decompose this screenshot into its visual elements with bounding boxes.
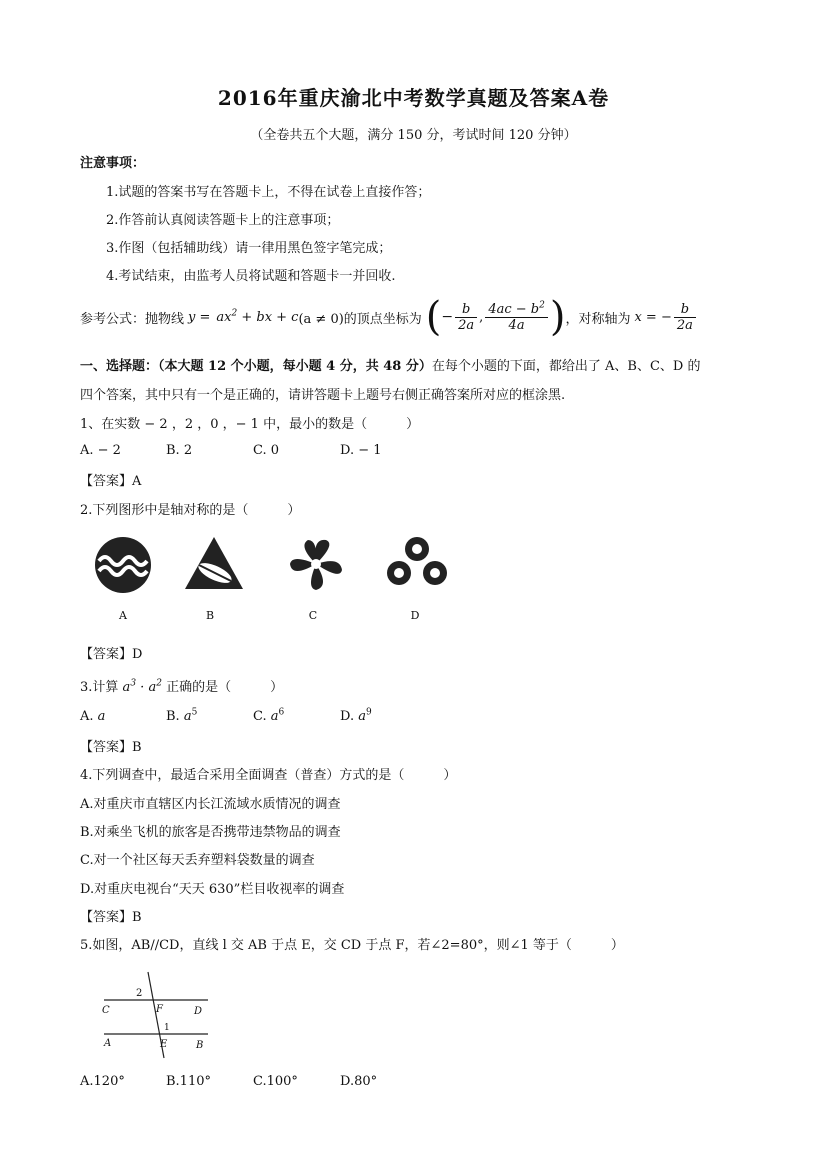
figure-label-c: C — [308, 609, 318, 622]
section1-heading-line — [80, 355, 700, 374]
section1-heading: 一、选择题：（本大题 12 个小题，每小题 4 分，共 48 分） — [80, 359, 432, 374]
reference-formula — [80, 292, 698, 342]
q1-option-d: D. − 1 — [340, 443, 382, 458]
figure-label-d: D — [410, 609, 420, 622]
q4-option-c: C.对一个社区每天丢弃塑料袋数量的调查 — [80, 853, 315, 868]
q5-option-d: D.80° — [340, 1074, 378, 1089]
question-3-stem: 3.计算 $a^3 \cdot a^2$ 正确的是（ ） — [80, 678, 284, 695]
q3-option-c: C. $a^6$ — [253, 707, 285, 724]
minus-sign: − — [441, 309, 454, 325]
axis-x: x = − — [634, 309, 672, 325]
figure-label-b: B — [205, 609, 215, 622]
page-title: 2016年重庆渝北中考数学真题及答案A卷 — [217, 86, 610, 110]
exam-subtitle: （全卷共五个大题，满分 150 分，考试时间 120 分钟） — [250, 128, 577, 143]
question-4-stem: 4.下列调查中，最适合采用全面调查（普查）方式的是（ ） — [80, 768, 457, 783]
q2-answer: 【答案】D — [80, 647, 143, 662]
q1-option-a: A. − 2 — [80, 443, 121, 458]
q5-option-b: B.110° — [166, 1074, 211, 1089]
point-e-label: E — [160, 1039, 168, 1050]
question-5-stem: 5.如图，AB//CD，直线 l 交 AB 于点 E，交 CD 于点 F，若∠2=80°，则∠1 等于（ ） — [80, 938, 624, 953]
question-2-stem: 2.下列图形中是轴对称的是（ ） — [80, 503, 301, 518]
q3-option-b: B. $a^5$ — [166, 707, 198, 724]
formula-condition: (a ≠ 0)的顶点坐标为 — [298, 311, 422, 327]
note-item: 4.考试结束，由监考人员将试题和答题卡一并回收. — [106, 269, 396, 284]
q1-option-c: C. 0 — [253, 443, 280, 458]
formula-y: y = — [188, 309, 211, 325]
section1-intro: 在每个小题的下面，都给出了 A、B、C、D 的 — [431, 359, 701, 374]
q3-option-a: A. a — [80, 709, 106, 724]
point-b-label: B — [196, 1040, 204, 1051]
note-item: 2.作答前认真阅读答题卡上的注意事项； — [106, 213, 340, 228]
note-item: 1.试题的答案书写在答题卡上，不得在试卷上直接作答； — [106, 185, 431, 200]
three-rings-icon — [385, 533, 449, 593]
point-a-label: A — [104, 1038, 112, 1049]
q3-answer: 【答案】B — [80, 740, 142, 755]
section1-intro-2: 四个答案，其中只有一个是正确的，请讲答题卡上题号右侧正确答案所对应的框涂黑. — [80, 388, 566, 403]
vertex-y-fraction: $\frac{4ac - b^2}{4a}$ — [485, 302, 548, 333]
vertex-x-fraction: $\frac{b}{2a}$ — [455, 302, 477, 333]
comma: , — [479, 309, 484, 325]
point-d-label: D — [194, 1006, 203, 1017]
triangle-leaf-icon — [183, 535, 245, 591]
angle-2-label: 2 — [136, 988, 143, 999]
formula-prefix: 参考公式：抛物线 — [80, 311, 185, 327]
q5-option-a: A.120° — [80, 1074, 125, 1089]
angle-1-label: 1 — [164, 1023, 170, 1033]
q5-option-c: C.100° — [253, 1074, 298, 1089]
left-paren: ( — [425, 294, 442, 340]
wave-circle-icon — [93, 535, 153, 595]
figure-label-a: A — [119, 609, 127, 622]
q4-option-d: D.对重庆电视台“天天 630”栏目收视率的调查 — [80, 882, 345, 897]
q3-option-d: D. $a^9$ — [340, 707, 372, 724]
point-c-label: C — [102, 1005, 110, 1016]
q4-option-a: A.对重庆市直辖区内长江流域水质情况的调查 — [80, 797, 341, 812]
q4-option-b: B.对乘坐飞机的旅客是否携带违禁物品的调查 — [80, 825, 341, 840]
q1-answer: 【答案】A — [80, 474, 142, 489]
q3-expression: $a^3 \cdot a^2$ — [122, 678, 162, 695]
pinwheel-flower-icon — [287, 535, 345, 593]
point-f-label: F — [156, 1004, 163, 1015]
note-item: 3.作图（包括辅助线）请一律用黑色签字笔完成； — [106, 241, 392, 256]
q1-option-b: B. 2 — [166, 443, 193, 458]
axis-text: ，对称轴为 — [565, 311, 631, 327]
notes-heading: 注意事项： — [80, 156, 146, 171]
axis-fraction: $\frac{b}{2a}$ — [674, 302, 696, 333]
q4-answer: 【答案】B — [80, 910, 142, 925]
formula-poly: $ax^2$ + bx + c — [216, 308, 299, 325]
parallel-lines-diagram — [96, 968, 216, 1060]
right-paren: ) — [549, 294, 566, 340]
question-1-stem: 1、在实数 − 2 ，2 ，0 ，− 1 中，最小的数是（ ） — [80, 417, 420, 432]
